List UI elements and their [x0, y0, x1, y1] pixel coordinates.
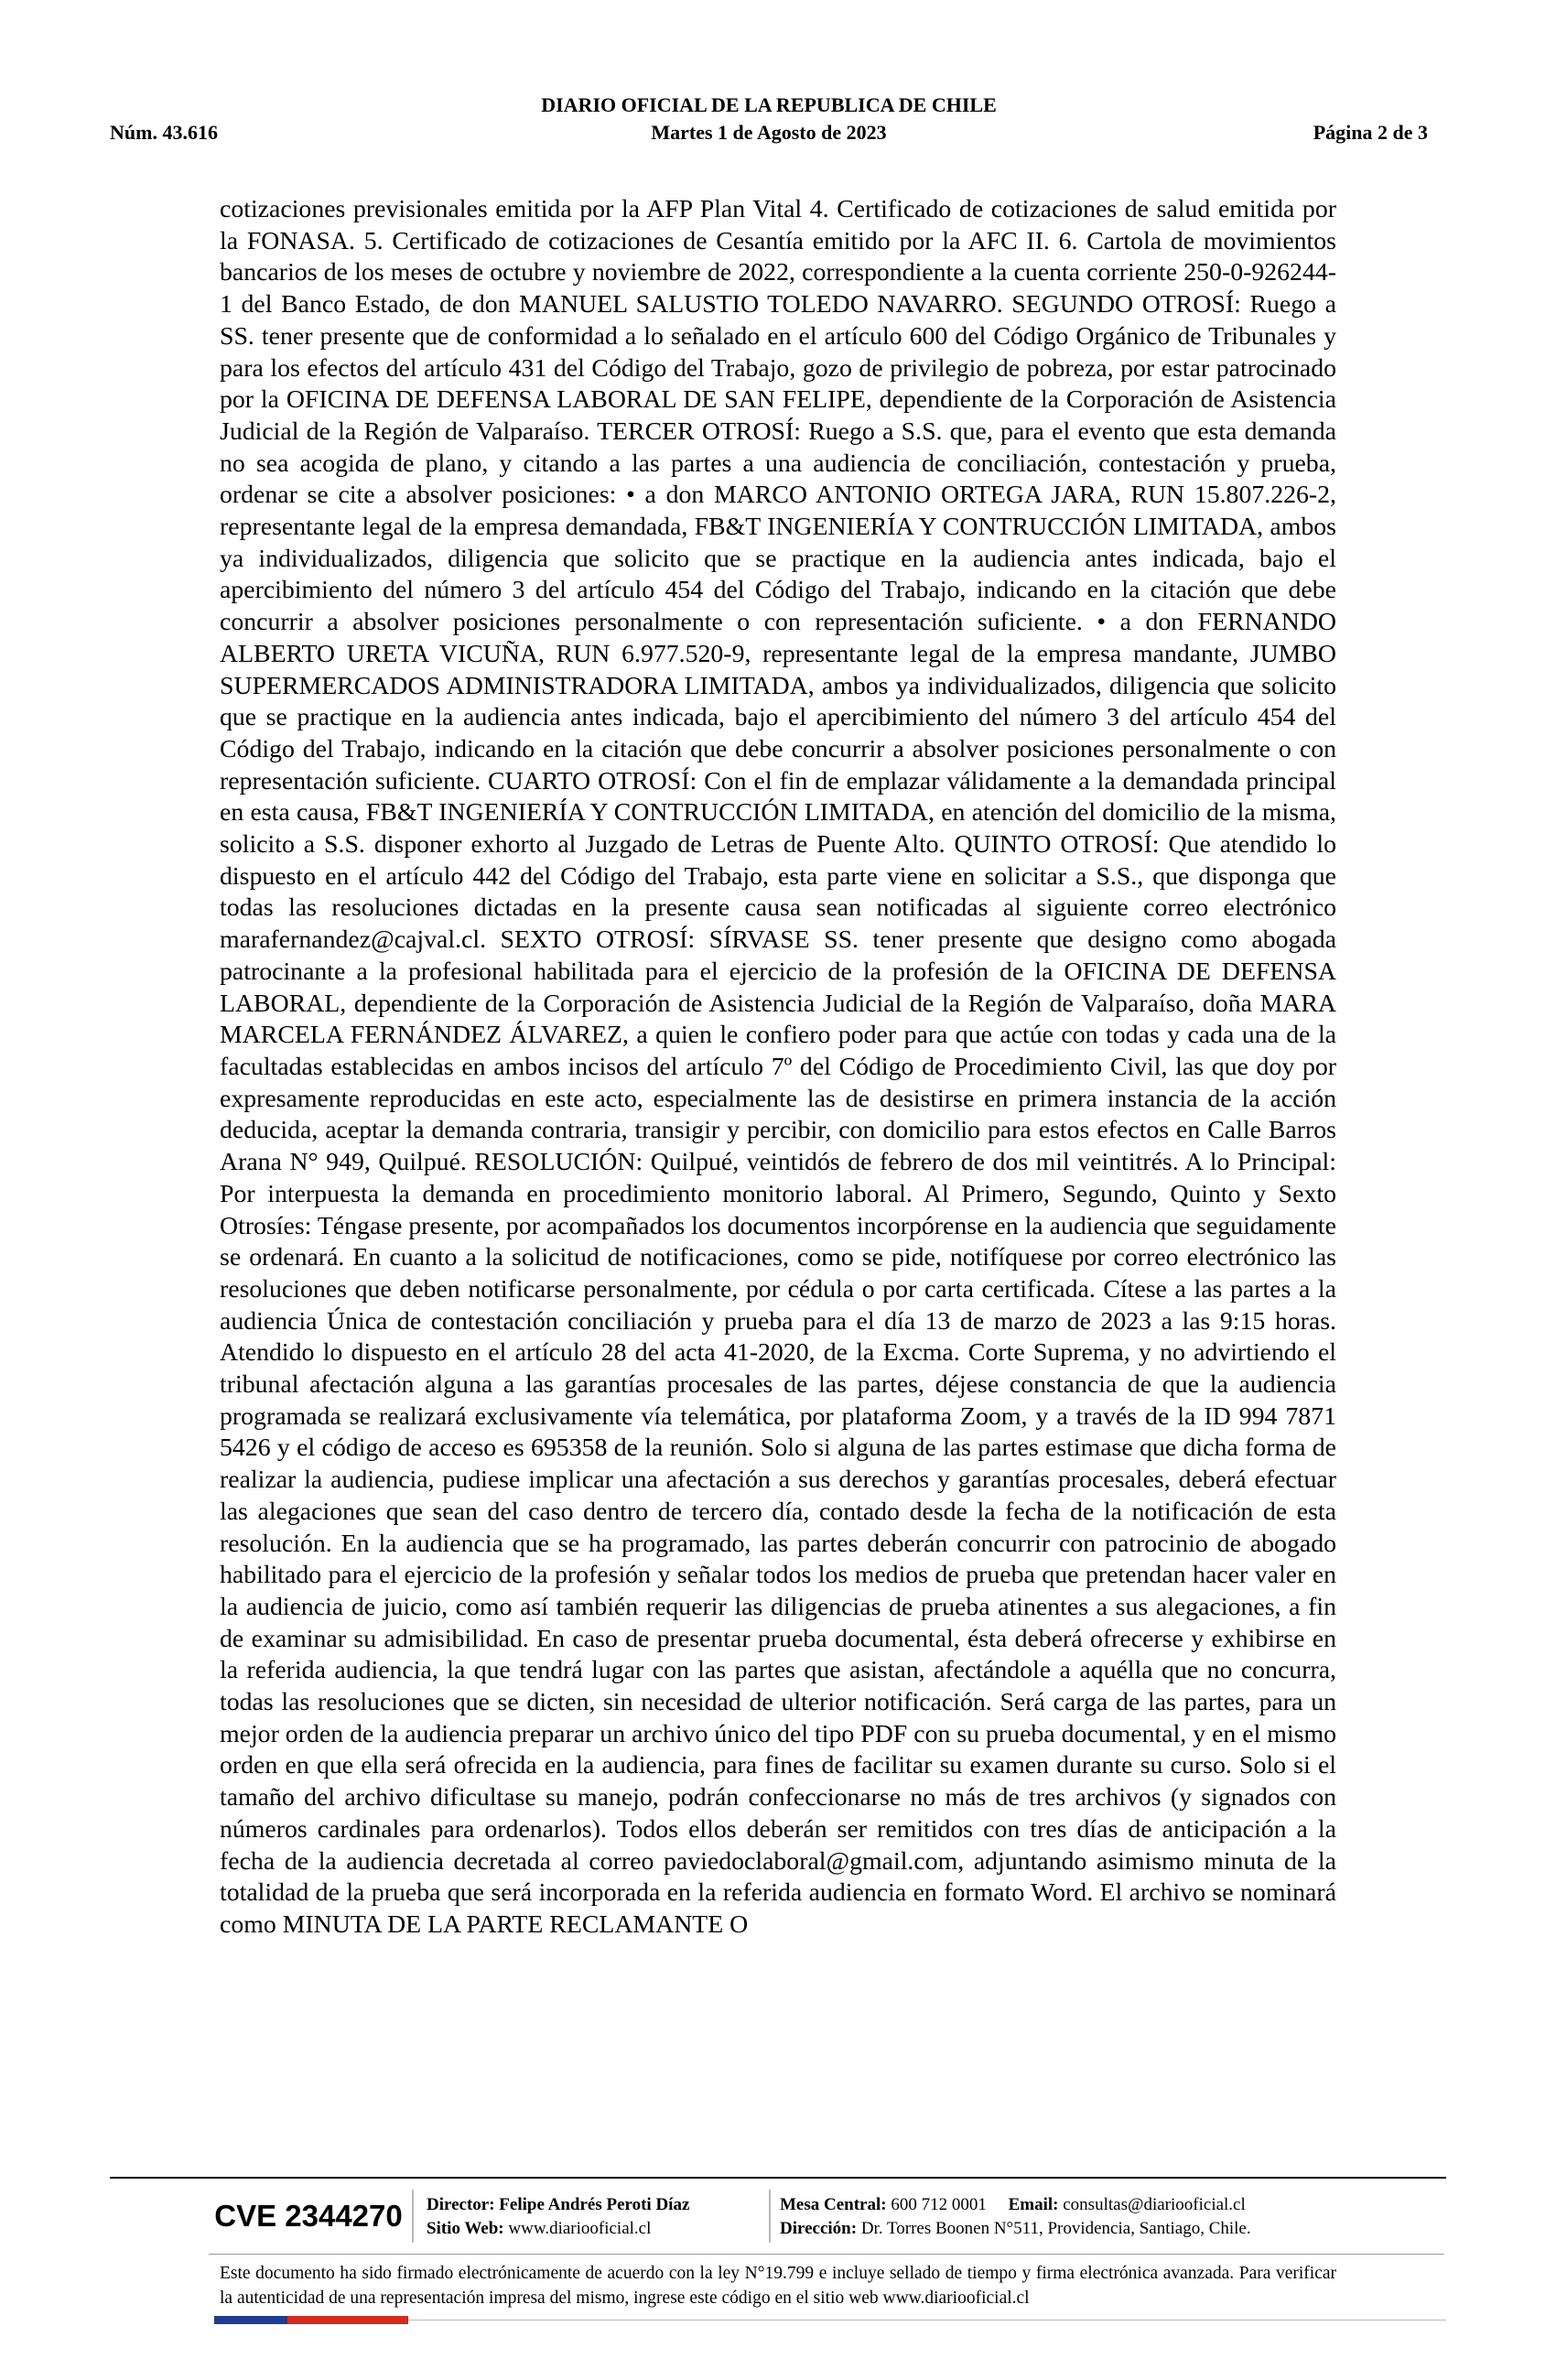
phone-number: 600 712 0001 [891, 2195, 987, 2214]
footer-separator [412, 2190, 414, 2243]
website-line [427, 2217, 765, 2241]
cve-code: CVE 2344270 [214, 2199, 403, 2233]
flag-red-segment [287, 2316, 408, 2324]
phone-label: Mesa Central: [780, 2195, 887, 2214]
document-body: cotizaciones previsionales emitida por la AFP Plan Vital 4. Certificado de cotizaciones de salud emitida por la FONASA. 5. Certificado de cotizaciones de Cesantía emitido por la AFC II. 6. Cartola de movimientos bancarios de los meses de octubre y noviembre de 2022, correspondiente a la cuenta corriente 250-0-926244-1 del Banco Estado, de don MANUEL SALUSTIO TOLEDO NAVARRO. SEGUNDO OTROSÍ: Ruego a SS. tener presente que de conformidad a lo señalado en el artículo 600 del Código Orgánico de Tribunales y para los efectos del artículo 431 del Código del Trabajo, gozo de privilegio de pobreza, por estar patrocinado por la OFICINA DE DEFENSA LABORAL DE SAN FELIPE, dependiente de la Corporación de Asistencia Judicial de la Región de Valparaíso. TERCER OTROSÍ: Ruego a S.S. que, para el evento que esta demanda no sea acogida de plano, y citando a las partes a una audiencia de conciliación, contestación y prueba, ordenar se cite a absolver posiciones: • a don MARCO ANTONIO ORTEGA JARA, RUN 15.807.226-2, representante legal de la empresa demandada, FB&T INGENIERÍA Y CONTRUCCIÓN LIMITADA, ambos ya individualizados, diligencia que solicito que se practique en la audiencia antes indicada, bajo el apercibimiento del número 3 del artículo 454 del Código del Trabajo, indicando en la citación que debe concurrir a absolver posiciones personalmente o con representación suficiente. • a don FERNANDO ALBERTO URETA VICUÑA, RUN 6.977.520-9, representante legal de la empresa mandante, JUMBO SUPERMERCADOS ADMINISTRADORA LIMITADA, ambos ya individualizados, diligencia que solicito que se practique en la audiencia antes indicada, bajo el apercibimiento del número 3 del artículo 454 del Código del Trabajo, indicando en la citación que debe concurrir a absolver posiciones personalmente o con representación suficiente. CUARTO OTROSÍ: Con el fin de emplazar válidamente a la demandada principal en esta causa, FB&T INGENIERÍA Y CONTRUCCIÓN LIMITADA, en atención del domicilio de la misma, solicito a S.S. disponer exhorto al Juzgado de Letras de Puente Alto. QUINTO OTROSÍ: Que atendido lo dispuesto en el artículo 442 del Código del Trabajo, esta parte viene en solicitar a S.S., que disponga que todas las resoluciones dictadas en la presente causa sean notificadas al siguiente correo electrónico marafernandez@cajval.cl. SEXTO OTROSÍ: SÍRVASE SS. tener presente que designo como abogada patrocinante a la profesional habilitada para el ejercicio de la profesión de la OFICINA DE DEFENSA LABORAL, dependiente de la Corporación de Asistencia Judicial de la Región de Valparaíso, doña MARA MARCELA FERNÁNDEZ ÁLVAREZ, a quien le confiero poder para que actúe con todas y cada una de la facultadas establecidas en ambos incisos del artículo 7º del Código de Procedimiento Civil, las que doy por expresamente reproducidas en este acto, especialmente las de desistirse en primera instancia de la acción deducida, aceptar la demanda contraria, transigir y percibir, con domicilio para estos efectos en Calle Barros Arana N° 949, Quilpué. RESOLUCIÓN: Quilpué, veintidós de febrero de dos mil veintitrés. A lo Principal: Por interpuesta la demanda en procedimiento monitorio laboral. Al Primero, Segundo, Quinto y Sexto Otrosíes: Téngase presente, por acompañados los documentos incorpórense en la audiencia que seguidamente se ordenará. En cuanto a la solicitud de notificaciones, como se pide, notifíquese por correo electrónico las resoluciones que deben notificarse personalmente, por cédula o por carta certificada. Cítese a las partes a la audiencia Única de contestación conciliación y prueba para el día 13 de marzo de 2023 a las 9:15 horas. Atendido lo dispuesto en el artículo 28 del acta 41-2020, de la Excma. Corte Suprema, y no advirtiendo el tribunal afectación alguna a las garantías procesales de las partes, déjese constancia de que la audiencia programada se realizará exclusivamente vía telemática, por plataforma Zoom, y a través de la ID 994 7871 5426 y el código de acceso es 695358 de la reunión. Solo si alguna de las partes estimase que dicha forma de realizar la audiencia, pudiese implicar una afectación a sus derechos y garantías procesales, deberá efectuar las alegaciones que sean del caso dentro de tercero día, contado desde la fecha de la notificación de esta resolución. En la audiencia que se ha programado, las partes deberán concurrir con patrocinio de abogado habilitado para el ejercicio de la profesión y señalar todos los medios de prueba que pretendan hacer valer en la audiencia de juicio, como así también requerir las diligencias de prueba atinentes a sus alegaciones, a fin de examinar su admisibilidad. En caso de presentar prueba documental, ésta deberá ofrecerse y exhibirse en la referida audiencia, la que tendrá lugar con las partes que asistan, afectándole a aquélla que no concurra, todas las resoluciones que se dicten, sin necesidad de ulterior notificación. Será carga de las partes, para un mejor orden de la audiencia preparar un archivo único del tipo PDF con su prueba documental, y en el mismo orden en que ella será ofrecida en la audiencia, para fines de facilitar su examen durante su curso. Solo si el tamaño del archivo dificultase su manejo, podrán confeccionarse no más de tres archivos (y signados con números cardinales para ordenarlos). Todos ellos deberán ser remitidos con tres días de anticipación a la fecha de la audiencia decretada al correo paviedoclaboral@gmail.com, adjuntando asimismo minuta de la totalidad de la prueba que será incorporada en la referida audiencia en formato Word. El archivo se nominará como MINUTA DE LA PARTE RECLAMANTE O [220, 195, 1336, 1939]
gazette-title: DIARIO OFICIAL DE LA REPUBLICA DE CHILE [541, 93, 997, 116]
flag-blue-segment [214, 2316, 287, 2324]
page-indicator: Página 2 de 3 [1313, 121, 1428, 144]
chile-flag-bar [214, 2316, 408, 2324]
footer-contact-block [780, 2193, 1347, 2241]
address-line [780, 2217, 1347, 2241]
issue-date: Martes 1 de Agosto de 2023 [651, 121, 887, 144]
issue-number: Núm. 43.616 [110, 121, 218, 144]
footer-separator [769, 2190, 771, 2243]
email-link[interactable]: consultas@diariooficial.cl [1063, 2195, 1246, 2214]
email-label: Email: [1008, 2195, 1059, 2214]
contact-line [780, 2193, 1347, 2217]
address-label: Dirección: [780, 2219, 858, 2238]
footer-divider-secondary [209, 2254, 1444, 2255]
director-line [427, 2193, 765, 2217]
director-name: Felipe Andrés Peroti Díaz [499, 2195, 690, 2214]
director-label: Director: [427, 2195, 495, 2214]
legal-notice: Este documento ha sido firmado electrónicamente de acuerdo con la ley N°19.799 e incluye sellado de tiempo y firma electrónica avanzada. Para verificar la autenticidad de una representación impresa del mismo, ingrese este código en el sitio web www.diariooficial.cl [220, 2264, 1336, 2308]
footer-director-block [427, 2193, 765, 2241]
page-header [110, 92, 1428, 152]
website-label: Sitio Web: [427, 2219, 504, 2238]
website-link[interactable]: www.diariooficial.cl [508, 2219, 652, 2238]
address-value: Dr. Torres Boonen N°511, Providencia, Santiago, Chile. [860, 2219, 1251, 2238]
footer-divider [110, 2177, 1446, 2179]
